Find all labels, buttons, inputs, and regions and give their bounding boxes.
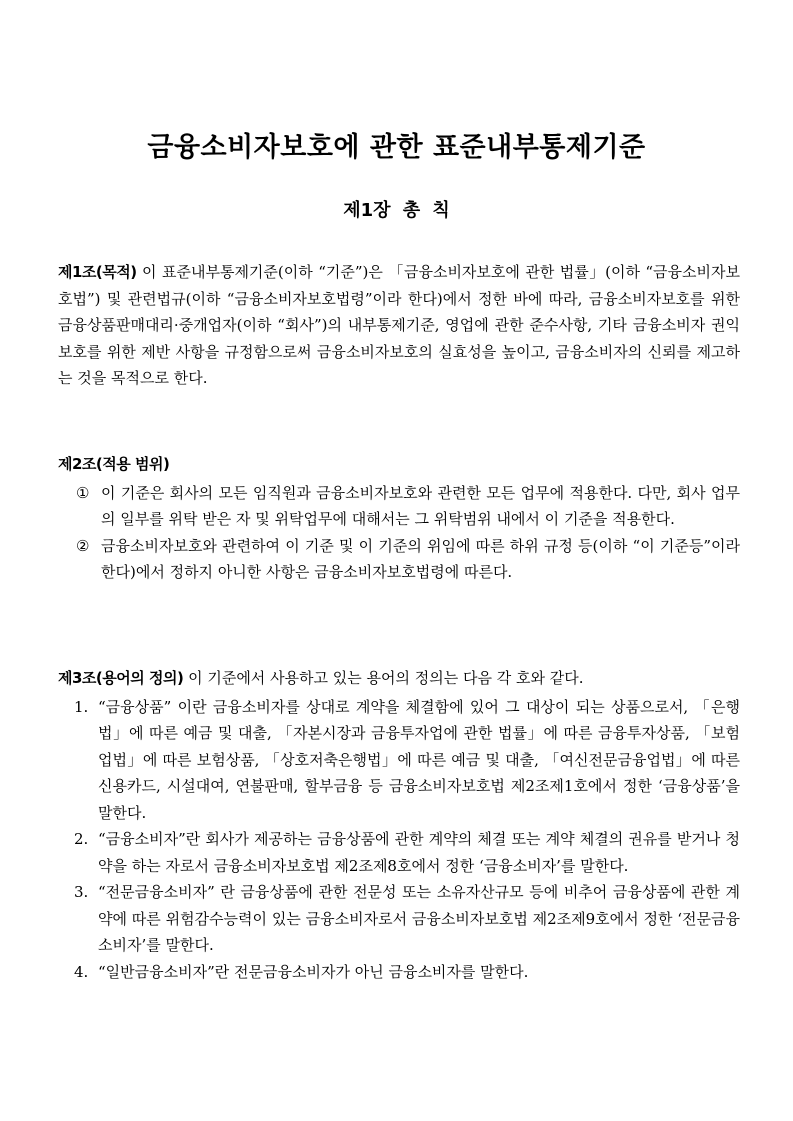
item-text: “일반금융소비자”란 전문금융소비자가 아닌 금융소비자를 말한다. bbox=[98, 962, 529, 981]
item-text: 이 기준은 회사의 모든 임직원과 금융소비자보호와 관련한 모든 업무에 적용한다. 다만, 회사 업무의 일부를 위탁 받은 자 및 위탁업무에 대해서는 그 위탁범위 내에서 이 기준을 적용한다. bbox=[101, 483, 740, 528]
article-3-item-4 bbox=[58, 959, 740, 986]
article-1-paragraph bbox=[58, 259, 740, 392]
item-marker: 2. bbox=[74, 830, 89, 848]
item-text: “금융상품” 이란 금융소비자를 상대로 계약을 체결함에 있어 그 대상이 되는 상품으로서, 「은행법」에 따른 예금 및 대출, 「자본시장과 금융투자업에 관한 법률」에 따른 금융투자상품, 「보험업법」에 따른 보험상품, 「상호저축은행법」에 따른 예금 및 대출, 「여신전문금융업법」에 따른 신용카드, 시설대여, 연불판매, 할부금융 등 금융소비자보호법 제2조제1호에서 정한 ‘금융상품’을 말한다. bbox=[98, 697, 740, 822]
article-3 bbox=[58, 665, 740, 985]
article-1-label: 제1조(목적) bbox=[58, 263, 137, 281]
article-2-item-2 bbox=[58, 533, 740, 586]
item-text: “금융소비자”란 회사가 제공하는 금융상품에 관한 계약의 체결 또는 계약 체결의 권유를 받거나 청약을 하는 자로서 금융소비자보호법 제2조제8호에서 정한 ‘금융소비자’를 말한다. bbox=[98, 830, 740, 875]
article-2-item-1 bbox=[58, 480, 740, 533]
item-text: 금융소비자보호와 관련하여 이 기준 및 이 기준의 위임에 따른 하위 규정 등(이하 “이 기준등”이라 한다)에서 정하지 아니한 사항은 금융소비자보호법령에 따른다. bbox=[101, 536, 740, 581]
article-2-label: 제2조(적용 범위) bbox=[58, 455, 170, 473]
article-2 bbox=[58, 451, 740, 586]
article-1 bbox=[58, 259, 740, 392]
article-2-heading bbox=[58, 451, 740, 478]
article-3-intro-text: 이 기준에서 사용하고 있는 용어의 정의는 다음 각 호와 같다. bbox=[183, 669, 584, 687]
item-marker: ② bbox=[76, 536, 90, 555]
article-3-item-3 bbox=[58, 879, 740, 959]
item-text: “전문금융소비자” 란 금융상품에 관한 전문성 또는 소유자산규모 등에 비추어 금융상품에 관한 계약에 따른 위험감수능력이 있는 금융소비자로서 금융소비자보호법 제2조제9호에서 정한 ‘전문금융소비자’를 말한다. bbox=[98, 883, 740, 954]
item-marker: 1. bbox=[74, 697, 89, 716]
article-1-text: 이 표준내부통제기준(이하 “기준”)은 「금융소비자보호에 관한 법률」(이하 “금융소비자보호법”) 및 관련법규(이하 “금융소비자보호법령”이라 한다)에서 정한 바에 따라, 금융소비자보호를 위한 금융상품판매대리·중개업자(이하 “회사”)의 내부통제기준, 영업에 관한 준수사항, 기타 금융소비자 권익 보호를 위한 제반 사항을 규정함으로써 금융소비자보호의 실효성을 높이고, 금융소비자의 신뢰를 제고하는 것을 목적으로 한다. bbox=[58, 263, 740, 387]
article-3-intro bbox=[58, 665, 740, 692]
article-3-item-2 bbox=[58, 826, 740, 879]
item-marker: 4. bbox=[74, 962, 89, 981]
article-3-item-1 bbox=[58, 694, 740, 827]
item-marker: 3. bbox=[74, 883, 89, 901]
document-title: 금융소비자보호에 관한 표준내부통제기준 bbox=[147, 132, 646, 163]
chapter-title: 제1장 총 칙 bbox=[343, 200, 450, 221]
item-marker: ① bbox=[76, 483, 90, 502]
article-3-label: 제3조(용어의 정의) bbox=[58, 669, 184, 687]
